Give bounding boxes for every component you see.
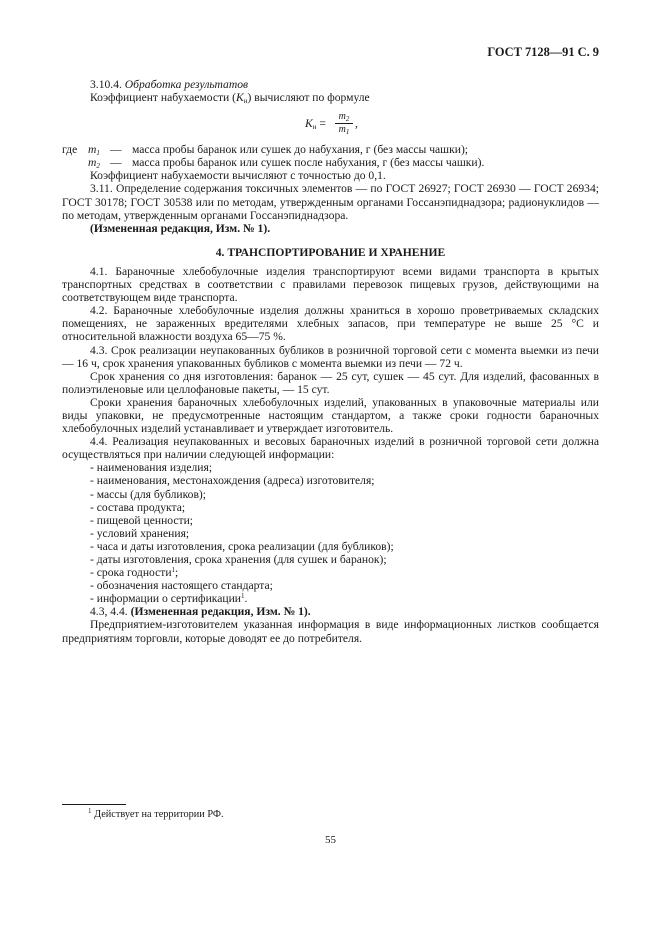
paragraph-4-2: 4.2. Бараночные хлебобулочные изделия должны храниться в хорошо проветриваемых складских помещениях, не зараженных вредителями хлебных запасов, при температуре не выше 25 °С и относительной влажности воздуха 65—75 %. (62, 304, 599, 344)
formula-fraction (335, 111, 353, 136)
list-item: - часа и даты изготовления, срока реализации (для бубликов); (90, 539, 394, 553)
information-list (62, 461, 599, 605)
subsection-3-10-4-title: 3.10.4. Обработка результатов (90, 78, 249, 91)
paragraph-final: Предприятием-изготовителем указанная информация в виде информационных листков сообщается предприятиям торговли, которые доводят ее до потребителя. (62, 618, 599, 645)
denominator: $m_1$ (338, 124, 350, 137)
numerator: $m_2$ (335, 111, 353, 124)
variable-definitions (62, 143, 599, 169)
list-item: - наименования, местонахождения (адреса) изготовителя; (90, 474, 375, 488)
paragraph-4-3-storage: Срок хранения со дня изготовления: баранок — 25 сут, сушек — 45 сут. Для изделий, фасованных в полиэтиленовые или целлофановые пакеты, — 15 сут. (62, 369, 599, 396)
paragraph-4-3-packaging: Сроки хранения бараночных хлебобулочных изделий, упакованных в упаковочные материалы или виды упаковки, не предусмотренные настоящим стандартом, а также сроки годности бараночных хлебобулочных изделий устанавливает и утверждает изготовитель. (62, 395, 599, 436)
list-item: - информации о сертификации$^1$. (90, 592, 248, 606)
footnote-separator (62, 804, 126, 805)
list-item: - массы (для бубликов); (90, 487, 207, 501)
definition-m2: $m_2$ — масса пробы баранок или сушек после набухания, г (без массы чашки). (88, 156, 485, 171)
list-item: - срока годности$^1$; (90, 566, 179, 580)
paragraph-4-4: 4.4. Реализация неупакованных и весовых бараночных изделий в розничной торговой сети должна осуществляться при наличии следующей информации: (62, 435, 599, 462)
definition-m1: где $m_1$ — масса пробы баранок или сушек до набухания, г (без массы чашки); (62, 143, 469, 158)
footnote-ref: 1 (171, 566, 176, 575)
amendment-4-3-4-4: 4.3, 4.4. (Измененная редакция, Изм. № 1). (90, 605, 311, 619)
paragraph-4-3: 4.3. Срок реализации неупакованных бубликов в розничной торговой сети с момента выемки из печи — 16 ч, срок хранения упакованных бубликов с момента выемки из печи — 72 ч. (62, 343, 599, 370)
footnote-ref: 1 (241, 592, 245, 601)
subsection-3-11: 3.11. Определение содержания токсичных элементов — по ГОСТ 26927; ГОСТ 26930 — ГОСТ 26934; ГОСТ 30178; ГОСТ 30538 или по методам, утвержденным органами Госсанэпиднадзора; радионуклидов — по методам, утвержденным органами Госсанэпиднадзора. (62, 182, 599, 222)
running-header: ГОСТ 7128—91 С. 9 (487, 45, 599, 59)
list-item: - даты изготовления, срока хранения (для сушек и баранок); (90, 553, 387, 566)
section-4-heading: 4. ТРАНСПОРТИРОВАНИЕ И ХРАНЕНИЕ (215, 245, 446, 259)
paragraph-4-1: 4.1. Бараночные хлебобулочные изделия транспортируют всеми видами транспорта в крытых транспортных средствах в соответствии с правилами перевозок пищевых грузов, действующими на соответствующем виде транспорта. (62, 264, 599, 305)
accuracy-note: Коэффициент набухаемости вычисляют с точностью до 0,1. (90, 169, 386, 183)
amendment-note: (Измененная редакция, Изм. № 1). (90, 221, 271, 235)
swelling-formula: $K_н$ = $\frac{m_2}{m_1}$ , (305, 111, 358, 137)
footnote: $^1$ Действует на территории РФ. (88, 807, 224, 820)
list-item: - наименования изделия; (90, 461, 213, 475)
formula-intro: Коэффициент набухаемости $(K_н)$ вычисляют по формуле (90, 91, 370, 106)
page-number: 55 (325, 834, 336, 846)
list-item: - обозначения настоящего стандарта; (90, 579, 273, 593)
list-item: - условий хранения; (90, 526, 190, 540)
list-item: - пищевой ценности; (90, 513, 194, 527)
document-body (62, 78, 599, 645)
list-item: - состава продукта; (90, 500, 186, 514)
